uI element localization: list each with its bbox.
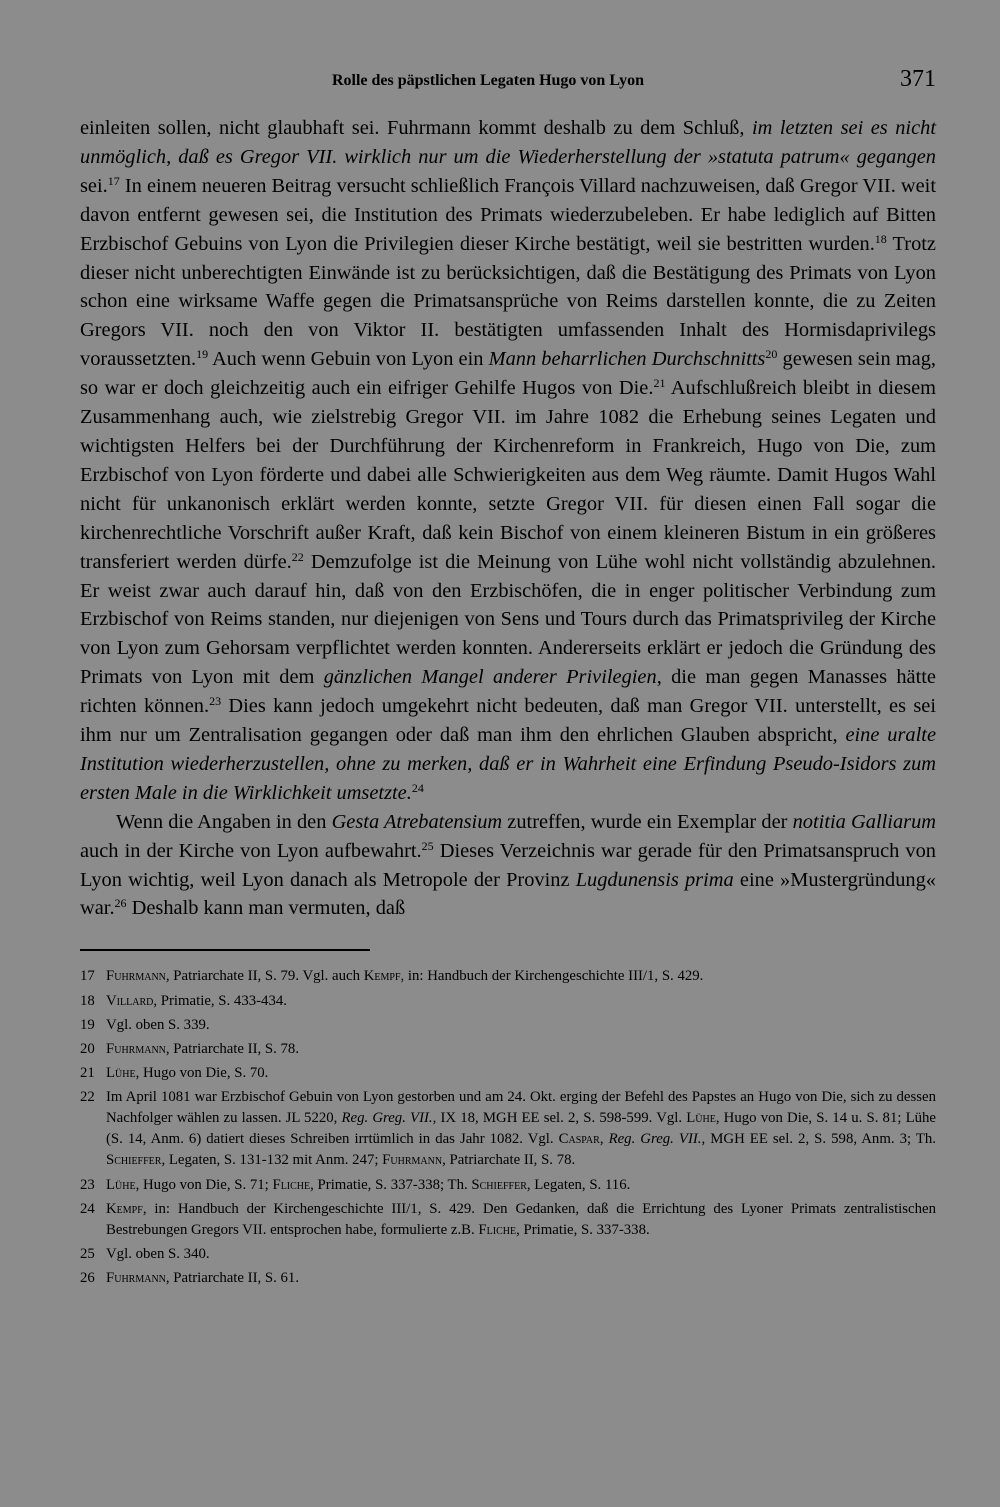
text-run: Deshalb kann man vermuten, daß [126,897,406,920]
text-run: , Hugo von Die, S. 70. [135,1065,269,1082]
text-run: Vgl. oben S. 340. [106,1245,210,1262]
text-run: , Primatie, S. 337-338; Th. [310,1176,472,1193]
footnote [80,1244,936,1265]
text-run: , Primatie, S. 337-338. [516,1221,650,1238]
text-run: , Primatie, S. 433-434. [153,992,287,1009]
paragraph [80,114,936,808]
italic-text: Lugdunensis prima [575,868,734,891]
text-run: auch in der Kirche von Lyon aufbewahrt. [80,839,422,862]
footnotes [80,966,936,1289]
footnote-number: 24 [80,1200,95,1217]
author-name: Villard [106,992,154,1009]
text-run: Wenn die Angaben in den [116,810,332,833]
footnote-ref: 23 [209,694,222,709]
text-run: Vgl. oben S. 339. [106,1016,210,1033]
text-run: , IX 18, MGH EE sel. 2, S. 598-599. Vgl. [432,1110,687,1127]
footnote-text [106,966,936,987]
text-run: In einem neueren Beitrag versucht schließlich François Villard nachzuweisen, daß Gregor VII. weit davon entfernt gewesen sei, die Institution des Primats wiederzubeleben. Er habe lediglich auf Bitten Erzbischof Gebuins von Lyon die Privilegien dieser Kirche bestätigt, weil sie bestritten wurden. [80,174,936,255]
italic-text: Mann beharrlichen Durchschnitts [488,348,766,371]
text-run: , Legaten, S. 131-132 mit Anm. 247; [161,1152,383,1169]
author-name: Caspar [558,1131,600,1148]
footnote-ref: 19 [196,347,209,362]
paragraph [80,808,936,924]
text-run: , Patriarchate II, S. 78. [442,1152,576,1169]
author-name: Schieffer [471,1176,527,1193]
text-run: Auch wenn Gebuin von Lyon ein [208,348,489,371]
text-run: , Patriarchate II, S. 61. [165,1270,300,1287]
text-run: , MGH EE sel. 2, S. 598, Anm. 3; Th. [701,1131,936,1148]
footnote [80,1087,936,1171]
italic-text: notitia Galliarum [792,810,936,833]
body-text [80,114,936,923]
author-name: Lühe [106,1065,136,1082]
text-run: Demzufolge ist die Meinung von Lühe wohl nicht vollständig abzulehnen. Er weist zwar auch darauf hin, daß von den Erzbischöfen, die in enger politischer Verbindung zum Erzbischof von Reims standen, nur diejenigen von Sens und Tours durch das Primatsprivileg der Kirche von Lyon zum Gehorsam verpflichtet werden konnten. Andererseits erklärt er jedoch die Gründung des Primats von Lyon mit dem [80,550,936,689]
italic-text: gänzlichen Mangel anderer Privilegien [323,666,657,689]
author-name: Lühe [106,1176,136,1193]
author-name: Fuhrmann [382,1152,443,1169]
footnote-text [106,1199,936,1241]
text-run: , in: Handbuch der Kirchengeschichte III/1, S. 429. Den Gedanken, daß die Errichtung des Lyoner Primats zentralistischen Bestrebungen Gregors VII. entsprochen habe, formulierte z.B. [106,1200,936,1238]
text-run: , die man gegen Manasses hätte richten können. [80,666,936,718]
text-run: , Patriarchate II, S. 78. [165,1040,300,1057]
text-run: , in: Handbuch der Kirchengeschichte III/1, S. 429. [400,968,704,985]
italic-text: Gesta Atrebatensium [331,810,503,833]
text-run: , Patriarchate II, S. 79. Vgl. auch [165,968,364,985]
footnote-number: 21 [80,1065,95,1082]
text-run: Trotz dieser nicht unberechtigten Einwände ist zu berücksichtigen, daß die Bestätigung des Primats von Lyon schon eine wirksame Waffe gegen die Primatsansprüche von Reims darstellen konnte, die zu Zeiten Gregors VII. noch den von Viktor II. bestätigten umfassenden Inhalt des Hormisdaprivilegs voraussetzten. [80,232,936,371]
author-name: Schieffer [106,1152,162,1169]
footnote [80,966,936,987]
footnote-number: 17 [80,968,95,985]
italic-text: eine uralte Institution wiederherzustellen, ohne zu merken, daß er in Wahrheit eine Erfindung Pseudo-Isidors zum ersten Male in die Wirklichkeit umsetzte. [80,724,936,804]
author-name: Lühe [686,1110,716,1127]
italic-text: im letzten sei es nicht unmöglich, daß es Gregor VII. wirklich nur um die Wiederherstellung der »statuta patrum« gegangen [80,117,936,168]
footnote-number: 18 [80,992,95,1009]
text-run: , [599,1131,609,1148]
text-run: , Hugo von Die, S. 14 u. S. 81; Lühe (S. 14, Anm. 6) datiert dieses Schreiben irrtümlich in das Jahr 1082. Vgl. [106,1110,936,1148]
text-run: Aufschlußreich bleibt in diesem Zusammenhang auch, wie zielstrebig Gregor VII. im Jahre 1082 die Erhebung seines Legaten und wichtigsten Helfers bei der Durchführung der Kirchenreform in Frankreich, Hugo von Die, zum Erzbischof von Lyon förderte und dabei alle Schwierigkeiten aus dem Weg räumte. Damit Hugos Wahl nicht für unkanonisch erklärt werden konnte, setzte Gregor VII. für diesen einen Fall sogar die kirchenrechtliche Vorschrift außer Kraft, daß kein Bischof von einem kleineren Bistum in ein größeres transferiert werden dürfe. [80,377,936,573]
footnote-divider [80,949,370,951]
text-run: sei. [80,174,108,197]
footnote-ref: 24 [411,780,424,795]
footnote-number: 20 [80,1040,95,1057]
footnote-text [106,1063,936,1084]
text-run: einleiten sollen, nicht glaubhaft sei. Fuhrmann kommt deshalb zu dem Schluß, [80,117,752,139]
footnote-text [106,1175,936,1196]
footnote-text [106,991,936,1012]
italic-text: Reg. Greg. VII. [341,1110,433,1127]
footnote [80,1268,936,1289]
author-name: Fuhrmann [106,1040,166,1057]
author-name: Kempf [106,1200,143,1217]
footnote-ref: 21 [653,376,666,391]
footnote-ref: 26 [114,896,127,911]
author-name: Fuhrmann [106,968,166,985]
footnote-number: 22 [80,1089,95,1106]
footnote-text [106,1039,936,1060]
footnote-ref: 17 [107,173,120,188]
footnote [80,991,936,1012]
author-name: Fliche [478,1221,517,1238]
footnote-number: 26 [80,1270,95,1287]
author-name: Fuhrmann [106,1270,166,1287]
footnote-ref: 18 [874,231,887,246]
footnote [80,1199,936,1241]
footnote-text [106,1244,936,1265]
footnote-number: 25 [80,1245,95,1262]
footnote [80,1015,936,1036]
footnote [80,1039,936,1060]
footnote-number: 23 [80,1176,95,1193]
text-run: Dieses Verzeichnis war gerade für den Primatsanspruch von Lyon wichtig, weil Lyon danach als Metropole der Provinz [80,839,936,891]
page-header [80,66,936,106]
text-run: , Hugo von Die, S. 71; [135,1176,273,1193]
text-run: zutreffen, wurde ein Exemplar der [502,810,793,833]
text-run: gewesen sein mag, so war er doch gleichzeitig auch ein eifriger Gehilfe Hugos von Die. [80,348,936,400]
running-head: Rolle des päpstlichen Legaten Hugo von Lyon [331,72,645,89]
footnote-number: 19 [80,1016,95,1033]
footnote-ref: 25 [421,838,434,853]
text-run: Dies kann jedoch umgekehrt nicht bedeuten, daß man Gregor VII. unterstellt, es sei ihm nur um Zentralisation gegangen oder daß man ihm den ehrlichen Glauben abspricht, [80,695,936,747]
page [80,66,936,1292]
text-run: eine »Mustergründung« war. [80,868,937,920]
footnote [80,1063,936,1084]
italic-text: Reg. Greg. VII. [608,1131,702,1148]
author-name: Fliche [272,1176,311,1193]
footnote-ref: 22 [291,549,304,564]
footnote-text [106,1015,936,1036]
author-name: Kempf [363,968,401,985]
footnote-text [106,1268,936,1289]
footnote-text [106,1087,936,1171]
page-number: 371 [900,66,936,92]
text-run: , Legaten, S. 116. [526,1176,631,1193]
footnote-ref: 20 [765,347,778,362]
text-run: Im April 1081 war Erzbischof Gebuin von Lyon gestorben und am 24. Okt. erging der Befehl des Papstes an Hugo von Die, sich zu dessen Nachfolger wählen zu lassen. JL 5220, [106,1089,936,1127]
footnote [80,1175,936,1196]
